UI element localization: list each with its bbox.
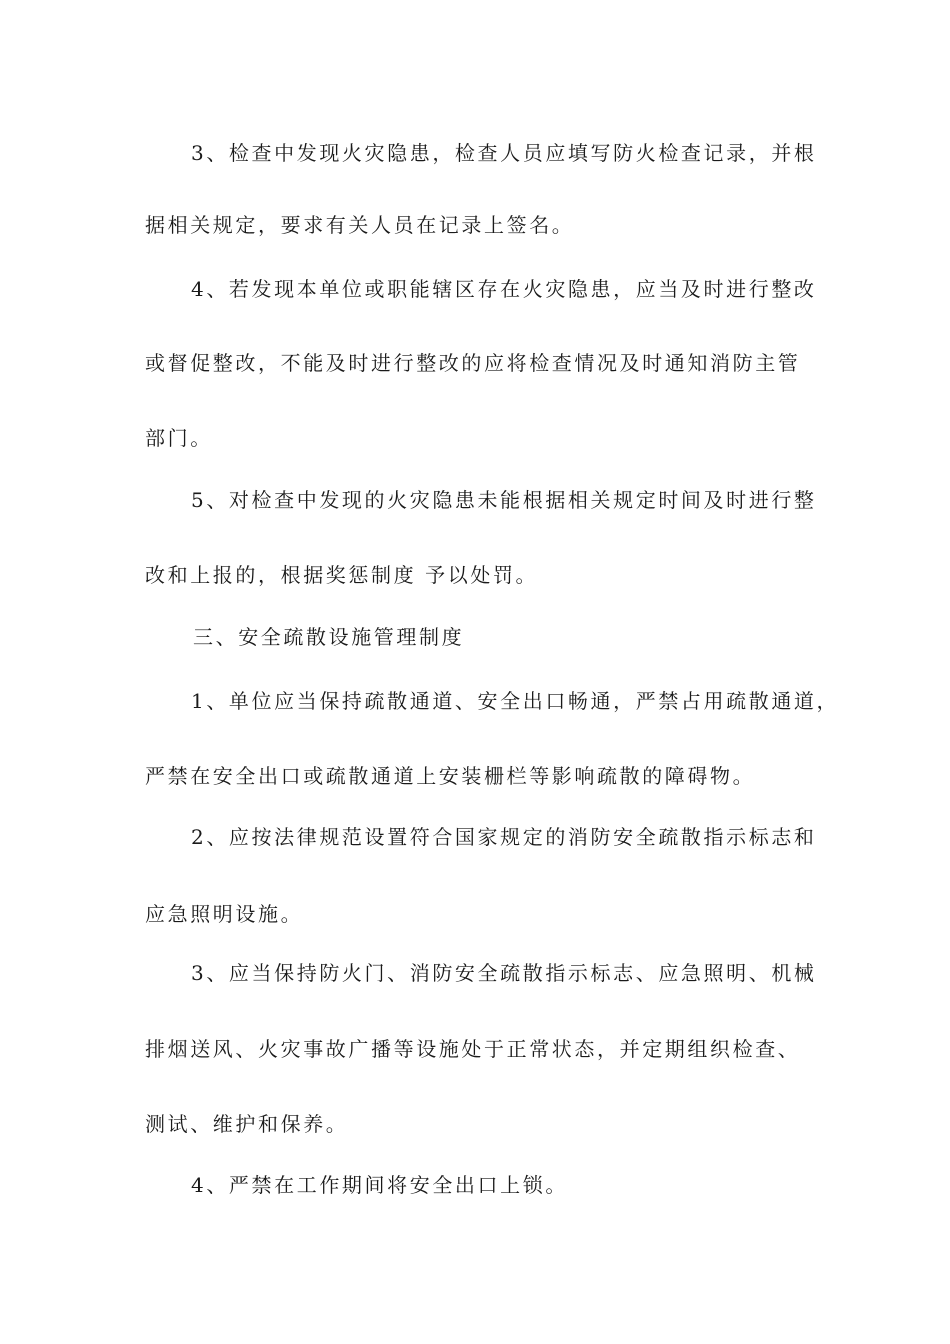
paragraph-line: 2、应按法律规范设置符合国家规定的消防安全疏散指示标志和 (191, 825, 817, 849)
paragraph-line: 据相关规定，要求有关人员在记录上签名。 (145, 213, 575, 237)
paragraph-line: 严禁在安全出口或疏散通道上安装栅栏等影响疏散的障碍物。 (145, 764, 756, 788)
paragraph-line: 3、应当保持防火门、消防安全疏散指示标志、应急照明、机械 (191, 961, 817, 985)
paragraph-line: 4、严禁在工作期间将安全出口上锁。 (191, 1173, 568, 1197)
paragraph-line: 改和上报的，根据奖惩制度 予以处罚。 (145, 563, 539, 587)
paragraph-line: 应急照明设施。 (145, 902, 304, 926)
paragraph-line: 4、若发现本单位或职能辖区存在火灾隐患，应当及时进行整改 (191, 277, 817, 301)
paragraph-line: 部门。 (145, 426, 213, 450)
paragraph-line: 3、检查中发现火灾隐患，检查人员应填写防火检查记录，并根 (191, 141, 817, 165)
section-heading: 三、安全疏散设施管理制度 (193, 625, 465, 649)
paragraph-line: 排烟送风、火灾事故广播等设施处于正常状态，并定期组织检查、 (145, 1037, 801, 1061)
paragraph-line: 测试、维护和保养。 (145, 1112, 349, 1136)
paragraph-line: 或督促整改，不能及时进行整改的应将检查情况及时通知消防主管 (145, 351, 801, 375)
paragraph-line: 5、对检查中发现的火灾隐患未能根据相关规定时间及时进行整 (191, 488, 817, 512)
paragraph-line: 1、单位应当保持疏散通道、安全出口畅通，严禁占用疏散通道， (191, 689, 840, 713)
